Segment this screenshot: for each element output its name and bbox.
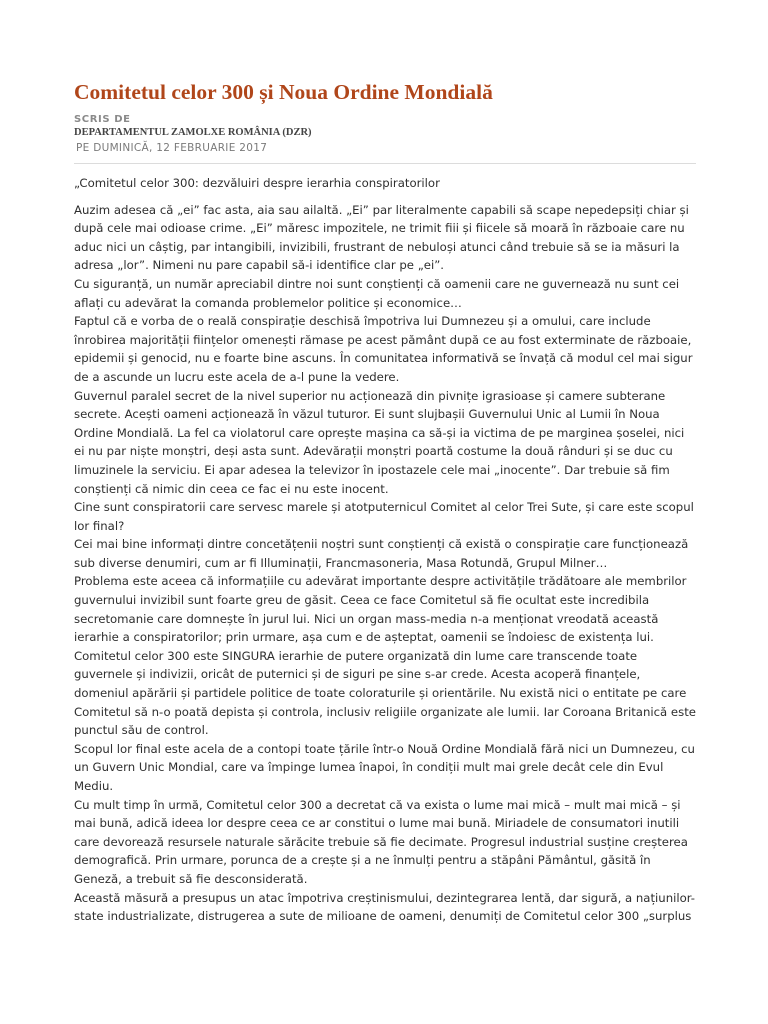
article-paragraph: Auzim adesea că „ei” fac asta, aia sau ailaltă. „Ei” par literalmente capabili să scape nepedepsiți chiar și după cele mai odioase crime. „Ei” măresc impozitele, ne trimit fiii și fiicele să moară în războaie care nu aduc nici un câștig, par intangibili, invizibili, frustrant de nebuloși atunci când trebuie să se ia măsuri la adresa „lor”. Nimeni nu pare capabil să-i identifice clar pe „ei”. xyxy=(74,202,689,273)
article-paragraph: Comitetul celor 300 este SINGURA ierarhie de putere organizată din lume care transcende toate guvernele și indivizii, oricât de puternici și de siguri pe sine s-ar crede. Acesta acoperă finanțele, domeniul apărării și partidele politice de toate coloraturile și orientările. Nu există nici o entitate pe care Comitetul să n-o poată depista și controla, inclusiv religiile organizate ale lumii. Iar Coroana Britanică este punctul său de control. xyxy=(74,648,696,738)
article xyxy=(74,78,696,926)
article-title: Comitetul celor 300 și Noua Ordine Mondială xyxy=(74,80,493,104)
article-paragraph: Scopul lor final este acela de a contopi toate țările într-o Nouă Ordine Mondială fără nici un Dumnezeu, cu un Guvern Unic Mondial, care va împinge lumea înapoi, în condiții mult mai grele decât cele din Evul Mediu. xyxy=(74,741,695,793)
article-paragraph: Faptul că e vorba de o reală conspirație deschisă împotriva lui Dumnezeu și a omului, care include înrobirea majorității ființelor omenești rămase pe acest pământ după ce au fost exterminate de războaie, epidemii și genocid, nu e foarte bine ascuns. În comunitatea informativă se învață că modul cel mai sigur de a ascunde un lucru este acela de a-l pune la vedere. xyxy=(74,314,693,384)
article-paragraph: Această măsură a presupus un atac împotriva creștinismului, dezintegrarea lentă, dar sigură, a națiunilor-state industrializate, distrugerea a sute de milioane de oameni, denumiți de Comitetul celor 300 „surplus xyxy=(74,890,696,924)
article-paragraph: Problema este aceea că informațiile cu adevărat importante despre activitățile trădătoare ale membrilor guvernului invizibil sunt foarte greu de găsit. Ceea ce face Comitetul să fie ocultat este incredibila secretomanie care domnește în jurul lui. Nici un organ mass-media n-a menționat vreodată această ierarhie a conspiratorilor; prin urmare, așa cum e de așteptat, oamenii se îndoiesc de existența lui. xyxy=(74,574,687,645)
header-divider xyxy=(74,163,696,164)
article-body xyxy=(74,174,696,926)
byline-author[interactable]: DEPARTAMENTUL ZAMOLXE ROMÂNIA (DZR) xyxy=(74,127,312,138)
byline-label: SCRIS DE xyxy=(74,114,131,125)
article-paragraph: Cu mult timp în urmă, Comitetul celor 300 a decretat că va exista o lume mai mică – mult mai mică – și mai bună, adică ideea lor despre ceea ce ar constitui o lume mai bună. Miriadele de consumatori inutili care devorează resursele naturale sărăcite trebuie să fie decimate. Progresul industrial susține creșterea demografică. Prin urmare, porunca de a crește și a ne înmulți pentru a stăpâni Pământul, găsită în Geneză, a trebuit să fie desconsiderată. xyxy=(74,797,688,886)
article-paragraph: Cu siguranță, un număr apreciabil dintre noi sunt conștienți că oamenii care ne guvernează nu sunt cei aflați cu adevărat la comanda problemelor politice și economice… xyxy=(74,276,680,310)
article-paragraph: „Comitetul celor 300: dezvăluiri despre ierarhia conspiratorilor xyxy=(74,176,440,190)
article-paragraph: Guvernul paralel secret de la nivel superior nu acționează din pivnițe igrasioase și camere subterane secrete. Acești oameni acționează în văzul tuturor. Ei sunt slujbașii Guvernului Unic al Lumii în Noua Ordine Mondială. La fel ca violatorul care oprește mașina ca să-și ia victima de pe marginea șoselei, nici ei nu par niște monștri, deși asta sunt. Adevărații monștri poartă costume la două rânduri și se duc cu limuzinele la serviciu. Ei apar adesea la televizor în ipostazele cele mai „inocente”. Dar trebuie să fim conștienți că nimic din ceea ce fac ei nu este inocent. xyxy=(74,388,685,496)
publish-date: PE DUMINICĂ, 12 FEBRUARIE 2017 xyxy=(76,142,268,154)
article-paragraph: Cine sunt conspiratorii care servesc marele și atotputernicul Comitet al celor Trei Sute, și care este scopul lor final? xyxy=(74,500,694,533)
article-paragraph: Cei mai bine informați dintre concetățenii noștri sunt conștienți că există o conspirație care funcționează sub diverse denumiri, cum ar fi Illuminații, Francmasoneria, Masa Rotundă, Grupul Milner… xyxy=(74,537,689,570)
